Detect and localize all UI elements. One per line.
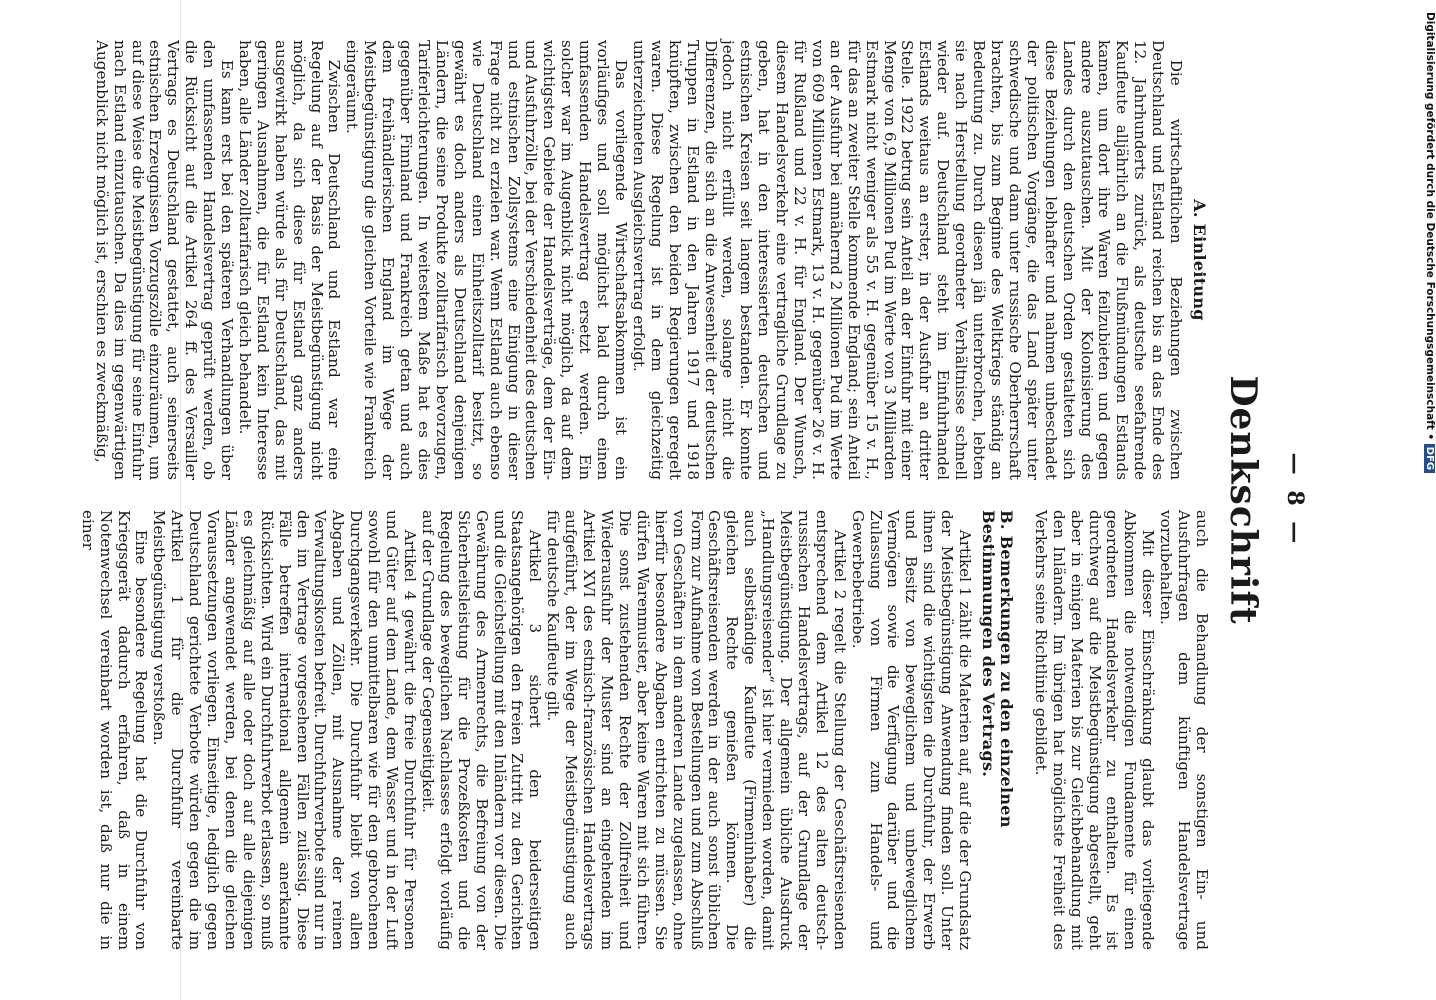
paragraph: Die wirtschaftlichen Beziehungen zwischen Deutschland und Estland reichen bis an das Ende des 12. Jahrhunderts zurück, als deutsche seefahrende Kaufleute alljährlich an die Flußmündungen Estlands kamen, um dort ihre Waren feilzubieten und gegen andere auszutauschen. Mit der Kolonisierung des Landes durch den deutschen Orden gestalteten sich diese Beziehungen lebhafter und nahmen unbeschadet der politischen Vorgänge, die das Land später unter schwedische und dann unter russische Oberherrschaft brachten, bis zum Beginne des Weltkriegs ständig an Bedeutung zu. Durch diesen jäh unterbrochen, lebten sie nach Herstellung geordneter Verhältnisse schnell wieder auf. Deutschland steht im Einfuhrhandel Estlands weitaus an erster, in der Ausfuhr an dritter Stelle. 1922 betrug sein Anteil an der Einfuhr mit einer Menge von 6,9 Millionen Pud im Werte von 3 Milliarden Estmark nicht weniger als 55 v. H. gegenüber 15 v. H., für das an zweiter Stelle kommende England; sein Anteil an der Ausfuhr bei annähernd 2 Millionen Pud im Werte von 609 Millionen Estmark, 13 v. H. gegenüber 26 v. H. für Rußland und 22 v. H. für England. Der Wunsch, diesem Handelsverkehr eine vertragliche Grundlage zu geben, hat in den interessierten deutschen und estnischen Kreisen seit langem bestanden. Er konnte jedoch nicht erfüllt werden, solange nicht die Differenzen, die sich an die Anwesenheit der deutschen Truppen in Estland in den Jahren 1917 und 1918 knüpften, zwischen den beiden Regierungen geregelt waren. Diese Regelung ist in dem gleichzeitig unterzeichneten Ausgleichsvertrag erfolgt. (629, 40, 1186, 480)
paragraph: Eine besondere Regelung hat die Durchfuhr von Kriegsgerät dadurch erfahren, daß in einem Notenwechsel vereinbart worden ist, daß nur die in einer (78, 510, 151, 950)
paragraph-article-1: Artikel 1 zählt die Materien auf, auf die der Grundsatz der Meistbegünstigung Anwendung finden soll. Unter ihnen sind die wichtigsten die Durchfuhr, der Erwerb und Besitz von beweglichem und unbeweglichem Vermögen sowie die Verfügung darüber und die Zulassung von Firmen zum Handels- und Gewerbebetriebe. (848, 510, 975, 950)
section-heading-a: A. Einleitung (1190, 199, 1209, 321)
paragraph: Es kann erst bei den späteren Verhandlungen über den umfassenden Handelsvertrag geprüft werden, ob die Rücksicht auf die Artikel 264 ff. des Versailler Vertrags es Deutschland gestattet, auch seinerseits estnischen Erzeugnissen Vorzugszölle einzuräumen, um auf diese Weise die Meistbegünstigung für seine Einfuhr nach Estland einzutauschen. Da dies im gegenwärtigen Augenblick nicht möglich ist, erschien es zweckmäßig, (92, 40, 237, 480)
dfg-logo-badge: DFG (1424, 444, 1435, 473)
paragraph: Das vorliegende Wirtschaftsabkommen ist ein vorläufiges und soll möglichst bald durch einen umfassenden Handelsvertrag ersetzt werden. Ein solcher war im Augenblick nicht möglich, da auf dem wichtigsten Gebiete der Handelsverträge, dem der Ein- und Ausfuhrzölle, bei der Verschiedenheit des deutschen und estnischen Zollsystems eine Einigung in dieser Frage nicht zu erzielen war. Wenn Estland auch ebenso wie Deutschland einen Einheitszolltarif besitzt, so gewährt es doch anders als Deutschland denjenigen Ländern, die seine Produkte zolltarifarisch bevorzugen, Tariferleichterungen. In weitestem Maße hat es dies gegenüber Finnland und Frankreich getan und auch dem freihändlerischen England im Wege der Meistbegünstigung die gleichen Vorteile wie Frankreich eingeräumt. (343, 40, 630, 480)
section-heading-b: B. Bemerkungen zu den einzelnen Bestimmungen des Vertrags. (979, 510, 1016, 828)
paragraph: Mit dieser Einschränkung glaubt das vorliegende Abkommen die notwendigen Fundamente für einen geordneten Handelsverkehr zu enthalten. Es ist durchweg auf die Meistbegünstigung abgestellt, geht aber in einigen Materien bis zur Gleichbehandlung mit den Inländern. Im übrigen hat möglichste Freiheit des Verkehrs seine Richtlinie gebildet. (1031, 510, 1158, 950)
left-column (92, 40, 1208, 480)
right-column (78, 510, 1210, 950)
page-number: — 8 — (1282, 452, 1308, 548)
digitization-credit (1422, 12, 1436, 471)
paragraph: auch die Behandlung der sonstigen Ein- und Ausfuhrfragen dem künftigen Handelsvertrage vorzubehalten. (1157, 510, 1211, 950)
paragraph-article-4: Artikel 4 gewährt die freie Durchfuhr für Personen und Güter auf dem Lande, dem Wasser und in der Luft sowohl für den unmittelbaren wie für den gebrochenen Durchgangsverkehr. Die Durchfuhr bleibt von allen Abgaben und Zöllen, mit Ausnahme der reinen Verwaltungskosten befreit. Durchfuhrverbote sind nur in den im Vertrage vorgesehenen Fällen zulässig. Diese Fälle betreffen international allgemein anerkannte Rücksichten. Wird ein Durchfuhrverbot erlassen, so muß es gleichmäßig auf alle oder doch auf alle diejenigen Länder angewendet werden, bei denen die gleichen Voraussetzungen vorliegen. Einseitige, lediglich gegen Deutschland gerichtete Verbote würden gegen die im Artikel 1 für die Durchfuhr vereinbarte Meistbegünstigung verstoßen. (150, 510, 420, 950)
paragraph: Zwischen Deutschland und Estland war eine Regelung auf der Basis der Meistbegünstigung nicht möglich, da sich diese für Estland ganz anders ausgewirkt haben würde als für Deutschland, das mit geringen Ausnahmen, die für Estland kein Interesse haben, alle Länder zolltarifarisch gleich behandelt. (235, 40, 344, 480)
rotated-document-page (78, 40, 1322, 960)
credit-text: Digitalisierung gefördert durch die Deutsche Forschungsgemeinschaft • (1424, 12, 1436, 441)
paragraph-article-3: Artikel 3 sichert den beiderseitigen Staatsangehörigen den freien Zutritt zu den Gerichten und die Gleichstellung mit den Inländern vor diesen. Die Gewährung des Armenrechts, die Befreiung von der Sicherheitsleistung für die Prozeßkosten und die Regelung des beweglichen Nachlasses erfolgt vorläufig auf der Grundlage der Gegenseitigkeit. (418, 510, 545, 950)
paragraph-article-2: Artikel 2 regelt die Stellung der Geschäftsreisenden entsprechend dem Artikel 12 des alten deutsch-russischen Handelsvertrags, auf der Grundlage der Meistbegünstigung. Der allgemein übliche Ausdruck „Handlungsreisender“ ist hier vermieden worden, damit auch selbständige Kaufleute (Firmeninhaber) die gleichen Rechte genießen können. Die Geschäftsreisenden werden in der auch sonst üblichen Form zur Aufnahme von Bestellungen und zum Abschluß von Geschäften in dem anderen Lande zugelassen, ohne hierfür besondere Abgaben entrichten zu müssen. Sie dürfen Warenmuster, aber keine Waren mit sich führen. Die sonst zustehenden Rechte der Zollfreiheit und Wiederausfuhr der Muster sind an eingehenden im Artikel XVI des estnisch-französischen Handelsvertrags aufgeführt, der im Wege der Meistbegünstigung auch für deutsche Kaufleute gilt. (544, 510, 849, 950)
document-title: Denkschrift (1222, 375, 1264, 625)
